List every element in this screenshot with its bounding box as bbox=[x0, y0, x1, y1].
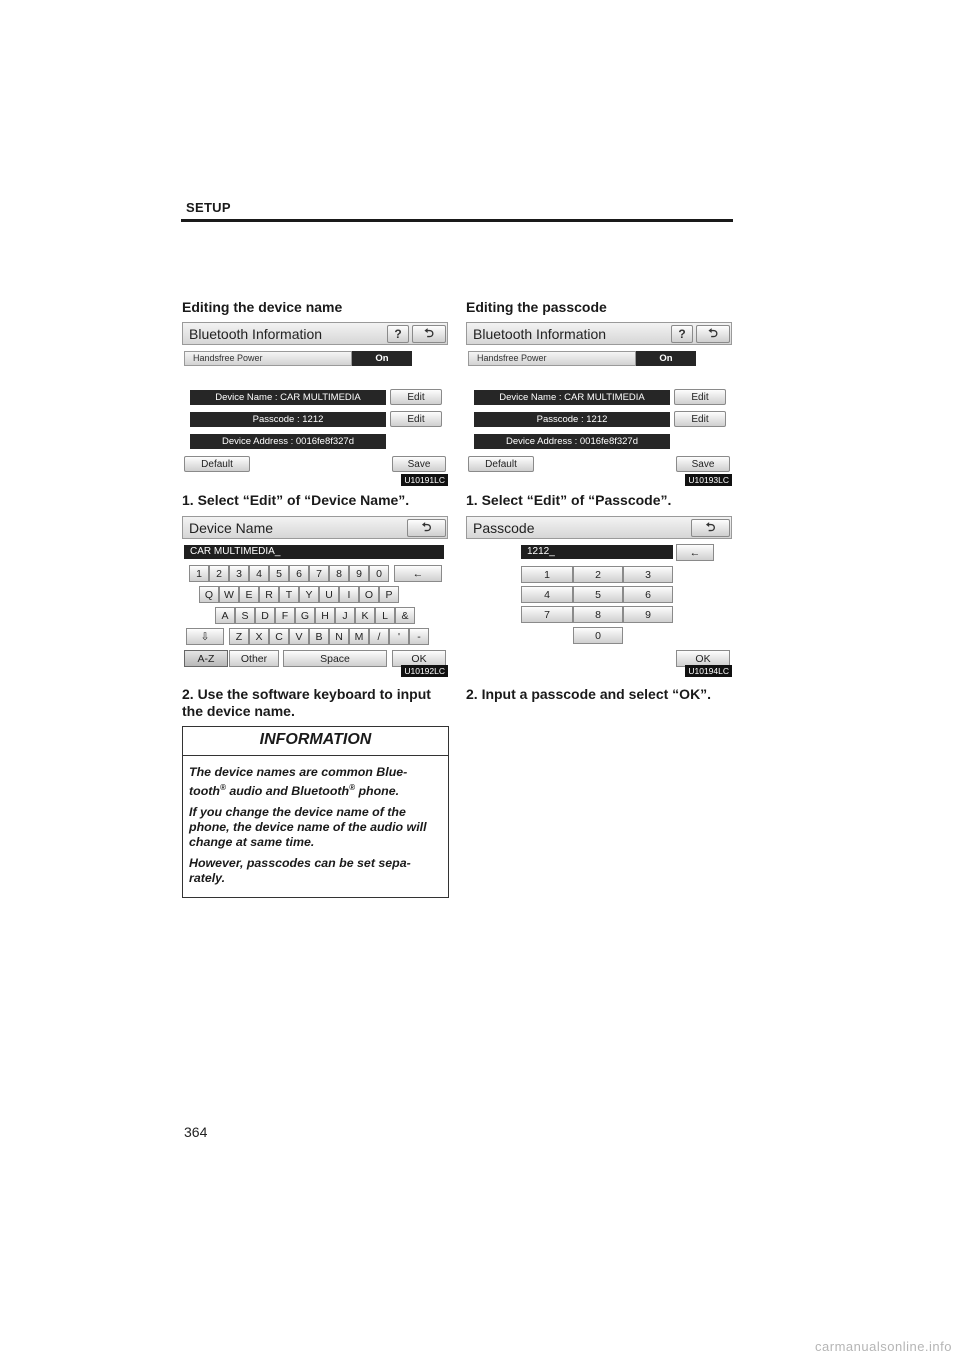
info-p1-phone: phone. bbox=[355, 784, 400, 799]
screen-title: Bluetooth Information bbox=[189, 326, 323, 342]
key-6[interactable]: 6 bbox=[289, 565, 309, 582]
title-bar bbox=[466, 516, 732, 539]
key-5[interactable]: 5 bbox=[269, 565, 289, 582]
key-hyphen[interactable]: - bbox=[409, 628, 429, 645]
heading-edit-device-name: Editing the device name bbox=[182, 299, 343, 315]
key-slash[interactable]: / bbox=[369, 628, 389, 645]
backspace-arrow-icon: ← bbox=[412, 567, 424, 580]
device-name-field: Device Name : CAR MULTIMEDIA bbox=[190, 390, 386, 405]
key-1[interactable]: 1 bbox=[521, 566, 573, 583]
figure-code: U10192LC bbox=[401, 665, 448, 677]
information-body bbox=[189, 765, 442, 892]
key-2[interactable]: 2 bbox=[573, 566, 623, 583]
key-e[interactable]: E bbox=[239, 586, 259, 603]
key-a[interactable]: A bbox=[215, 607, 235, 624]
key-9[interactable]: 9 bbox=[349, 565, 369, 582]
figure-code: U10194LC bbox=[685, 665, 732, 677]
key-l[interactable]: L bbox=[375, 607, 395, 624]
bt-info-screen-left bbox=[182, 322, 448, 486]
key-6[interactable]: 6 bbox=[623, 586, 673, 603]
step-1-right: 1. Select “Edit” of “Passcode”. bbox=[466, 492, 672, 508]
key-8[interactable]: 8 bbox=[329, 565, 349, 582]
help-button[interactable]: ? bbox=[671, 325, 693, 343]
key-m[interactable]: M bbox=[349, 628, 369, 645]
key-p[interactable]: P bbox=[379, 586, 399, 603]
device-address-field: Device Address : 0016fe8f327d bbox=[190, 434, 386, 449]
key-5[interactable]: 5 bbox=[573, 586, 623, 603]
key-3[interactable]: 3 bbox=[623, 566, 673, 583]
key-x[interactable]: X bbox=[249, 628, 269, 645]
ok-button[interactable]: OK bbox=[676, 650, 730, 667]
page-number: 364 bbox=[184, 1124, 208, 1140]
screen-title: Passcode bbox=[473, 520, 535, 536]
other-mode-button[interactable]: Other bbox=[229, 650, 279, 667]
key-r[interactable]: R bbox=[259, 586, 279, 603]
shift-key[interactable] bbox=[186, 628, 224, 645]
handsfree-power-label: Handsfree Power bbox=[184, 351, 352, 366]
key-j[interactable]: J bbox=[335, 607, 355, 624]
key-2[interactable]: 2 bbox=[209, 565, 229, 582]
key-t[interactable]: T bbox=[279, 586, 299, 603]
information-box bbox=[182, 726, 449, 898]
step-2-left-line1: 2. Use the software keyboard to input bbox=[182, 686, 431, 702]
edit-device-name-button[interactable]: Edit bbox=[674, 389, 726, 405]
back-arrow-icon: ⮌ bbox=[708, 325, 718, 340]
key-9[interactable]: 9 bbox=[623, 606, 673, 623]
key-w[interactable]: W bbox=[219, 586, 239, 603]
handsfree-power-toggle[interactable]: On bbox=[636, 351, 696, 366]
info-paragraph-1 bbox=[189, 765, 442, 799]
key-f[interactable]: F bbox=[275, 607, 295, 624]
device-name-input[interactable]: CAR MULTIMEDIA_ bbox=[184, 545, 444, 559]
header-rule bbox=[181, 219, 733, 222]
key-0[interactable]: 0 bbox=[369, 565, 389, 582]
backspace-key[interactable] bbox=[394, 565, 442, 582]
back-button[interactable] bbox=[407, 519, 446, 537]
key-i[interactable]: I bbox=[339, 586, 359, 603]
step-1-left: 1. Select “Edit” of “Device Name”. bbox=[182, 492, 410, 508]
key-7[interactable]: 7 bbox=[521, 606, 573, 623]
title-bar bbox=[466, 322, 732, 345]
screen-title: Bluetooth Information bbox=[473, 326, 607, 342]
key-apostrophe[interactable]: ' bbox=[389, 628, 409, 645]
passcode-screen bbox=[466, 516, 732, 677]
passcode-input[interactable]: 1212_ bbox=[521, 545, 673, 559]
handsfree-power-label: Handsfree Power bbox=[468, 351, 636, 366]
key-s[interactable]: S bbox=[235, 607, 255, 624]
key-n[interactable]: N bbox=[329, 628, 349, 645]
key-c[interactable]: C bbox=[269, 628, 289, 645]
key-8[interactable]: 8 bbox=[573, 606, 623, 623]
backspace-key[interactable] bbox=[676, 544, 714, 561]
device-name-screen bbox=[182, 516, 448, 677]
save-button[interactable]: Save bbox=[676, 456, 730, 472]
key-0[interactable]: 0 bbox=[573, 627, 623, 644]
passcode-field: Passcode : 1212 bbox=[474, 412, 670, 427]
key-ampersand[interactable]: & bbox=[395, 607, 415, 624]
default-button[interactable]: Default bbox=[184, 456, 250, 472]
back-arrow-icon: ⮌ bbox=[424, 325, 434, 340]
key-u[interactable]: U bbox=[319, 586, 339, 603]
edit-device-name-button[interactable]: Edit bbox=[390, 389, 442, 405]
backspace-arrow-icon: ← bbox=[689, 546, 701, 559]
device-name-field: Device Name : CAR MULTIMEDIA bbox=[474, 390, 670, 405]
info-p1-audio: audio and Bluetooth bbox=[225, 784, 350, 799]
az-mode-button[interactable]: A-Z bbox=[184, 650, 228, 667]
figure-code: U10193LC bbox=[685, 474, 732, 486]
registered-mark: ® bbox=[219, 783, 226, 792]
info-paragraph-2: If you change the device name of the phone, the device name of the audio will change at same time. bbox=[189, 805, 427, 850]
key-q[interactable]: Q bbox=[199, 586, 219, 603]
edit-passcode-button[interactable]: Edit bbox=[390, 411, 442, 427]
back-button[interactable] bbox=[412, 325, 446, 343]
back-arrow-icon: ⮌ bbox=[421, 519, 432, 534]
key-h[interactable]: H bbox=[315, 607, 335, 624]
back-button[interactable] bbox=[696, 325, 730, 343]
key-v[interactable]: V bbox=[289, 628, 309, 645]
figure-code: U10191LC bbox=[401, 474, 448, 486]
info-paragraph-3: However, passcodes can be set sepa-rately. bbox=[189, 856, 411, 886]
watermark: carmanualsonline.info bbox=[815, 1339, 952, 1354]
bt-info-screen-right bbox=[466, 322, 732, 486]
key-7[interactable]: 7 bbox=[309, 565, 329, 582]
step-2-left-line2: the device name. bbox=[182, 703, 295, 719]
info-p1-tooth: tooth bbox=[189, 784, 220, 799]
ok-button[interactable]: OK bbox=[392, 650, 446, 667]
step-2-right: 2. Input a passcode and select “OK”. bbox=[466, 686, 712, 702]
device-address-field: Device Address : 0016fe8f327d bbox=[474, 434, 670, 449]
key-4[interactable]: 4 bbox=[249, 565, 269, 582]
key-1[interactable]: 1 bbox=[189, 565, 209, 582]
section-title: SETUP bbox=[186, 200, 231, 215]
edit-passcode-button[interactable]: Edit bbox=[674, 411, 726, 427]
key-z[interactable]: Z bbox=[229, 628, 249, 645]
key-3[interactable]: 3 bbox=[229, 565, 249, 582]
info-p1-line1: The device names are common Blue- bbox=[189, 765, 408, 779]
save-button[interactable]: Save bbox=[392, 456, 446, 472]
help-button[interactable]: ? bbox=[387, 325, 409, 343]
back-arrow-icon: ⮌ bbox=[705, 519, 716, 534]
title-bar bbox=[182, 516, 448, 539]
passcode-field: Passcode : 1212 bbox=[190, 412, 386, 427]
default-button[interactable]: Default bbox=[468, 456, 534, 472]
registered-mark: ® bbox=[349, 783, 355, 792]
back-button[interactable] bbox=[691, 519, 730, 537]
heading-edit-passcode: Editing the passcode bbox=[466, 299, 607, 315]
title-bar bbox=[182, 322, 448, 345]
key-g[interactable]: G bbox=[295, 607, 315, 624]
key-o[interactable]: O bbox=[359, 586, 379, 603]
information-rule bbox=[183, 755, 448, 756]
space-key[interactable]: Space bbox=[283, 650, 387, 667]
key-y[interactable]: Y bbox=[299, 586, 319, 603]
key-4[interactable]: 4 bbox=[521, 586, 573, 603]
screen-title: Device Name bbox=[189, 520, 274, 536]
information-title: INFORMATION bbox=[259, 731, 372, 748]
handsfree-power-toggle[interactable]: On bbox=[352, 351, 412, 366]
key-k[interactable]: K bbox=[355, 607, 375, 624]
key-b[interactable]: B bbox=[309, 628, 329, 645]
shift-arrow-icon: ⇩ bbox=[200, 630, 210, 643]
key-d[interactable]: D bbox=[255, 607, 275, 624]
